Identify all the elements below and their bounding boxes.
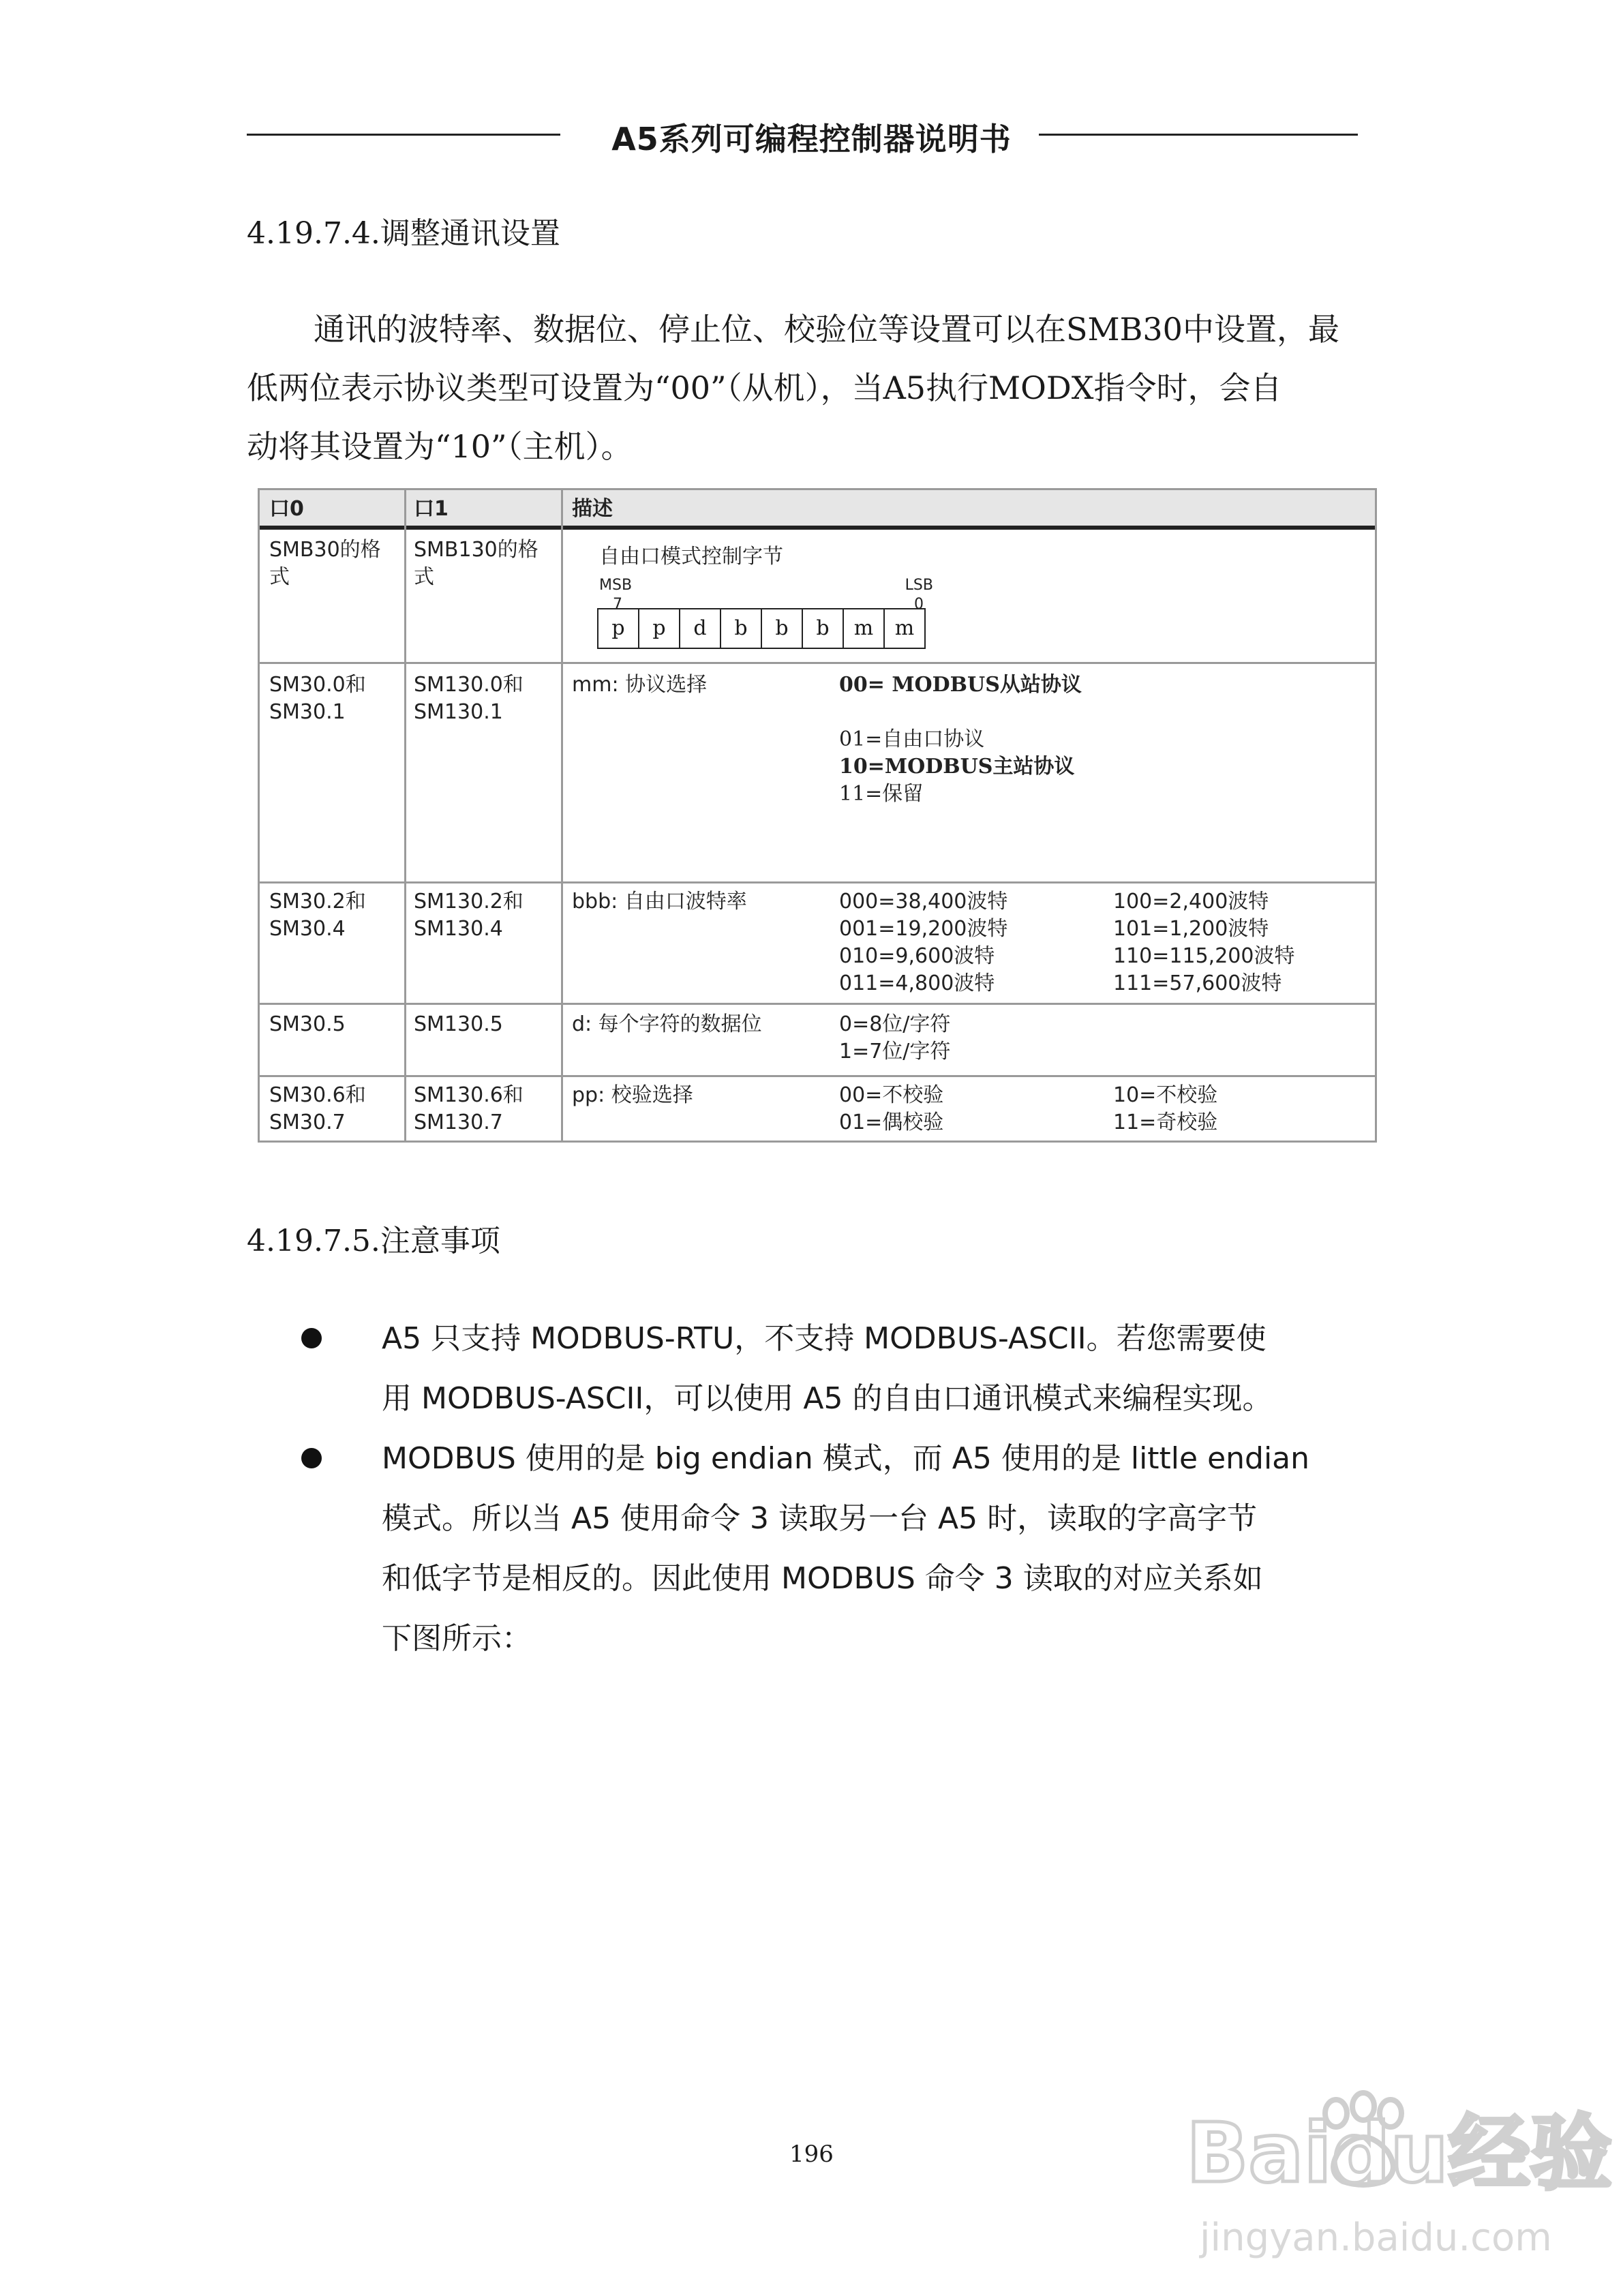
baud-label: bbb: 自由口波特率 <box>572 890 747 913</box>
data-bits-option: 1=7位/字符 <box>839 1040 951 1063</box>
parity-option: 01=偶校验 <box>839 1111 944 1134</box>
header-description: 描述 <box>572 497 613 521</box>
data-bits-option: 0=8位/字符 <box>839 1012 951 1036</box>
row-divider <box>260 1003 1375 1005</box>
list-item <box>382 1309 1384 1429</box>
baud-option: 111=57,600波特 <box>1113 971 1282 995</box>
bit-cell: b <box>803 609 844 648</box>
control-byte-caption: 自由口模式控制字节 <box>599 545 783 569</box>
cell-port0 <box>269 1082 366 1136</box>
bit-cell: b <box>762 609 803 648</box>
cell-text: SM130.7 <box>414 1111 503 1134</box>
smb30-format-table <box>258 488 1377 1143</box>
baud-options-col1 <box>839 888 1007 997</box>
data-bits-options <box>839 1011 950 1066</box>
bullet-line: 下图所示： <box>382 1621 532 1656</box>
cell-text: SM30.0和 <box>269 673 366 697</box>
cell-text: SM30.7 <box>269 1111 346 1134</box>
lsb-text: LSB <box>905 577 933 594</box>
cell-port1 <box>414 671 524 726</box>
bullet-icon <box>301 1448 322 1468</box>
cell-port0 <box>269 1011 346 1038</box>
notes-list <box>382 1309 1384 1669</box>
msb-bit: 7 <box>613 596 622 613</box>
bullet-line: A5 只支持 MODBUS-RTU，不支持 MODBUS-ASCII。若您需要使 <box>382 1321 1266 1356</box>
cell-text: SM30.2和 <box>269 890 366 913</box>
cell-port1 <box>414 537 539 591</box>
cell-text: 式 <box>414 565 434 589</box>
bit-cell: p <box>598 609 639 648</box>
row-divider <box>260 662 1375 664</box>
baud-option: 011=4,800波特 <box>839 971 995 995</box>
protocol-option: 11=保留 <box>839 782 924 806</box>
parity-options-col2 <box>1113 1082 1217 1136</box>
header-rule-right <box>1039 134 1358 136</box>
data-bits-label: d: 每个字符的数据位 <box>572 1012 762 1036</box>
row-divider <box>260 1075 1375 1077</box>
section-heading-notes: 4.19.7.5.注意事项 <box>247 1224 500 1258</box>
parity-label: pp: 校验选择 <box>572 1083 693 1107</box>
bullet-line: MODBUS 使用的是 big endian 模式，而 A5 使用的是 little endian <box>382 1441 1310 1476</box>
cell-text: 式 <box>269 565 290 589</box>
cell-port1 <box>414 888 524 943</box>
cell-port1 <box>414 1082 524 1136</box>
bit-cell: d <box>680 609 721 648</box>
parity-option: 10=不校验 <box>1113 1083 1218 1107</box>
cell-text: SM30.1 <box>269 700 346 724</box>
paragraph-line: 动将其设置为“10”（主机）。 <box>247 428 633 465</box>
list-item <box>382 1429 1384 1669</box>
document-title: A5系列可编程控制器说明书 <box>611 121 1012 157</box>
paragraph-line: 通讯的波特率、数据位、停止位、校验位等设置可以在SMB30中设置，最 <box>314 311 1339 348</box>
section-heading-comm-settings: 4.19.7.4.调整通讯设置 <box>247 216 560 251</box>
header-port1: 口1 <box>414 497 449 521</box>
cell-text: SM130.4 <box>414 917 503 941</box>
protocol-option: 01=自由口协议 <box>839 727 985 751</box>
baud-option: 110=115,200波特 <box>1113 944 1295 968</box>
protocol-options <box>839 671 1082 808</box>
cell-text: SM130.2和 <box>414 890 524 913</box>
bullet-line: 和低字节是相反的。因此使用 MODBUS 命令 3 读取的对应关系如 <box>382 1561 1263 1596</box>
paragraph-line: 低两位表示协议类型可设置为“00”（从机），当A5执行MODX指令时，会自 <box>247 369 1282 406</box>
parity-options-col1 <box>839 1082 943 1136</box>
cell-text: SM30.5 <box>269 1012 346 1036</box>
cell-text: SM130.6和 <box>414 1083 524 1107</box>
protocol-option: 00= MODBUS从站协议 <box>839 673 1082 697</box>
protocol-label: mm: 协议选择 <box>572 673 708 697</box>
intro-paragraph <box>247 300 1385 476</box>
bullet-line: 用 MODBUS-ASCII，可以使用 A5 的自由口通讯模式来编程实现。 <box>382 1381 1273 1416</box>
msb-text: MSB <box>599 577 633 594</box>
cell-text: SM130.1 <box>414 700 503 724</box>
cell-text: SM30.4 <box>269 917 346 941</box>
parity-option: 11=奇校验 <box>1113 1111 1218 1134</box>
cell-port0 <box>269 671 366 726</box>
cell-port1 <box>414 1011 503 1038</box>
bit-cell: p <box>639 609 680 648</box>
bit-cell: m <box>844 609 885 648</box>
baud-options-col2 <box>1113 888 1294 997</box>
cell-text: SM30.6和 <box>269 1083 366 1107</box>
column-divider <box>404 490 406 1141</box>
column-divider <box>561 490 563 1141</box>
watermark-logo-text: Baidu经验 <box>1186 2106 1612 2201</box>
cell-text: SM130.0和 <box>414 673 524 697</box>
bullet-line: 模式。所以当 A5 使用命令 3 读取另一台 A5 时，读取的字高字节 <box>382 1501 1258 1536</box>
cell-port0 <box>269 537 381 591</box>
cell-text: SM130.5 <box>414 1012 503 1036</box>
cell-text: SMB130的格 <box>414 538 539 562</box>
page-number: 196 <box>789 2141 834 2168</box>
bullet-icon <box>301 1328 322 1348</box>
bit-cell: m <box>894 616 915 640</box>
baud-option: 100=2,400波特 <box>1113 890 1269 913</box>
control-byte-bits <box>597 608 926 649</box>
baud-option: 010=9,600波特 <box>839 944 995 968</box>
lsb-bit: 0 <box>914 596 924 613</box>
header-port0: 口0 <box>269 497 304 521</box>
baud-option: 000=38,400波特 <box>839 890 1008 913</box>
parity-option: 00=不校验 <box>839 1083 944 1107</box>
bit-cell: b <box>721 609 762 648</box>
cell-port0 <box>269 888 366 943</box>
cell-text: SMB30的格 <box>269 538 381 562</box>
baud-option: 001=19,200波特 <box>839 917 1008 941</box>
baud-option: 101=1,200波特 <box>1113 917 1269 941</box>
protocol-option: 10=MODBUS主站协议 <box>839 755 1075 779</box>
watermark-url: jingyan.baidu.com <box>1200 2216 1552 2260</box>
row-divider <box>260 881 1375 883</box>
